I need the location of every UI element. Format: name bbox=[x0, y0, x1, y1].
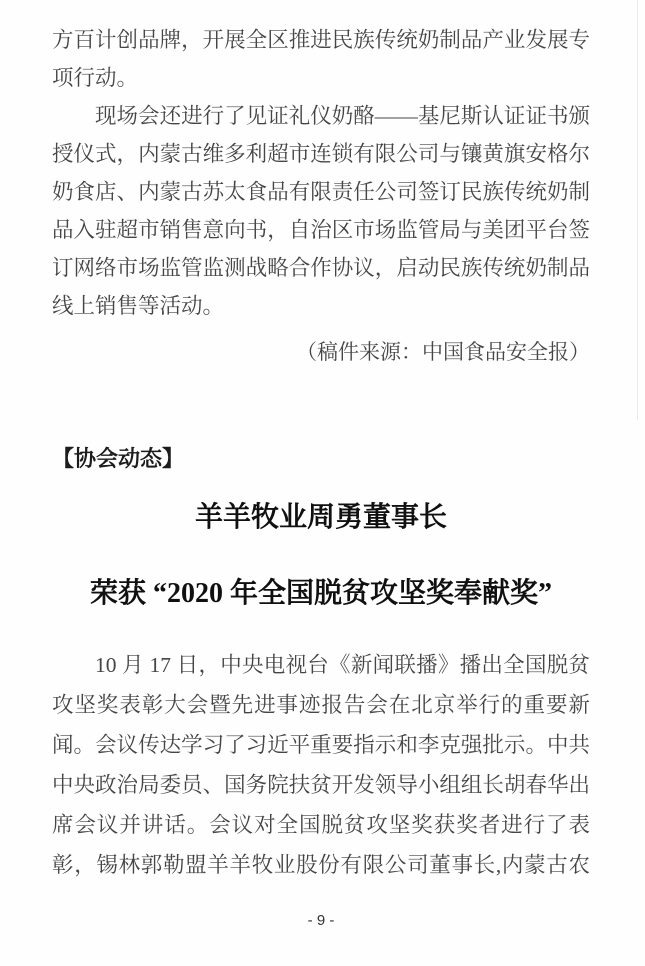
text-line: 中央政治局委员、国务院扶贫开发领导小组组长胡春华出 bbox=[52, 773, 590, 797]
page-content bbox=[52, 21, 590, 885]
text-line: 10 月 17 日，中央电视台《新闻联播》播出全国脱贫 bbox=[95, 653, 590, 677]
text-line: 现场会还进行了见证礼仪奶酪——基尼斯认证证书颁 bbox=[95, 104, 590, 128]
text-line: 攻坚奖表彰大会暨先进事迹报告会在北京举行的重要新 bbox=[52, 693, 590, 717]
text-line: 订网络市场监管监测战略合作协议，启动民族传统奶制品 bbox=[52, 256, 590, 280]
article-title-line2: 荣获 “2020 年全国脱贫攻坚奖奉献奖” bbox=[89, 578, 552, 609]
section-header-association-news: 【协会动态】 bbox=[52, 446, 185, 471]
article-title-line1: 羊羊牧业周勇董事长 bbox=[194, 502, 447, 533]
text-line: 彰，锡林郭勒盟羊羊牧业股份有限公司董事长,内蒙古农 bbox=[52, 853, 590, 877]
page-number: - 9 - bbox=[307, 912, 335, 929]
text-line: 线上销售等活动。 bbox=[52, 294, 225, 318]
text-line: 项行动。 bbox=[52, 66, 139, 90]
text-line: 品入驻超市销售意向书，自治区市场监管局与美团平台签 bbox=[52, 218, 590, 242]
text-line: 奶食店、内蒙古苏太食品有限责任公司签订民族传统奶制 bbox=[52, 180, 590, 204]
text-line: 方百计创品牌，开展全区推进民族传统奶制品产业发展专 bbox=[52, 28, 590, 52]
scan-edge-artifact bbox=[637, 0, 638, 420]
paragraph-award-news bbox=[52, 645, 590, 885]
source-attribution: （稿件来源：中国食品安全报） bbox=[296, 340, 590, 364]
text-line: 授仪式，内蒙古维多利超市连锁有限公司与镶黄旗安格尔 bbox=[52, 142, 590, 166]
text-line: 席会议并讲话。会议对全国脱贫攻坚奖获奖者进行了表 bbox=[52, 813, 590, 837]
paragraph-continuation bbox=[52, 21, 590, 97]
text-line: 闻。会议传达学习了习近平重要指示和李克强批示。中共 bbox=[52, 733, 590, 757]
paragraph-site-meeting bbox=[52, 97, 590, 325]
